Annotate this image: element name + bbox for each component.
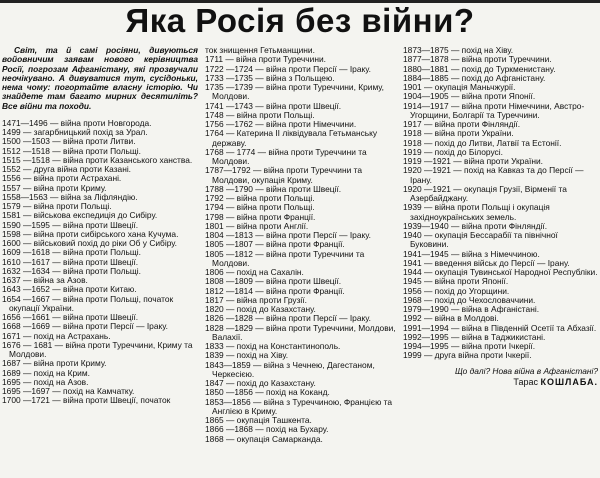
column-2 bbox=[205, 46, 397, 476]
chronology-entry: 1733 —1735 — війна з Польщею. bbox=[205, 72, 335, 83]
chronology-entry: 1866 —1868 — похід на Бухару. bbox=[205, 424, 329, 435]
chronology-entry: ток знищення Гетьманщини. bbox=[205, 46, 315, 55]
chronology-entry: 1687 — війна проти Криму. bbox=[2, 358, 107, 369]
chronology-entry: 1994—1995 — війна проти Ічкерії. bbox=[403, 341, 536, 351]
chronology-entry: 1722 —1724 — війна проти Персії — Іраку. bbox=[205, 63, 371, 74]
chronology-entry: 1711 — війна проти Туреччини. bbox=[205, 54, 326, 65]
chronology-entry: 1992—1995 — війна в Таджикистані. bbox=[403, 331, 546, 342]
chronology-entry: 1833 — похід на Константинополь. bbox=[205, 341, 341, 351]
chronology-entry: 1939—1940 — війна проти Фінляндії. bbox=[403, 220, 548, 231]
chronology-entry: 1656 —1661 — війна проти Швеції. bbox=[2, 312, 139, 322]
chronology-entry: 1515 —1518 — війна проти Казанського ханства. bbox=[2, 154, 193, 165]
chronology-entry: 1787—1792 — війна проти Туреччини та Молдови, окупація Криму. bbox=[205, 165, 362, 185]
chronology-entry: 1865 — окупація Ташкента. bbox=[205, 415, 312, 425]
chronology-entry: 1676 — 1681 — війна проти Туреччини, Криму та Молдови. bbox=[2, 339, 193, 359]
chronology-entry: 1609 —1618 — війна проти Польщі. bbox=[2, 247, 141, 258]
chronology-list-3 bbox=[403, 46, 598, 361]
chronology-entry: 1939 — війна проти Польщі і окупація західноукраїнських земель. bbox=[403, 202, 550, 222]
chronology-entry: 1798 — війна проти Франції. bbox=[205, 211, 316, 222]
chronology-entry: 1512 —1518 — війна проти Польщі. bbox=[2, 145, 141, 156]
author-last-name: КОШЛАБА. bbox=[540, 376, 598, 387]
chronology-entry: 1944 — окупація Тувинської Народної Республіки. bbox=[403, 267, 598, 277]
chronology-entry: 1918 — війна проти України. bbox=[403, 128, 514, 139]
column-1 bbox=[2, 46, 198, 476]
chronology-entry: 1914—1917 — війна проти Німеччини, Австро-Угорщини, Болгарії та Туреччини. bbox=[403, 100, 585, 120]
chronology-entry: 1820 — похід до Казахстану. bbox=[205, 304, 316, 314]
chronology-entry: 1598 — війна проти сибірського хана Кучума. bbox=[2, 228, 179, 239]
chronology-entry: 1919 —1921 — війна проти України. bbox=[403, 156, 543, 166]
chronology-entry: 1654 —1667 — війна проти Польщі, початок окупації України. bbox=[2, 293, 174, 313]
chronology-entry: 1788 —1790 — війна проти Швеції. bbox=[205, 183, 342, 194]
column-3 bbox=[403, 46, 598, 476]
chronology-entry: 1500 —1503 — війна проти Литви. bbox=[2, 136, 136, 147]
chronology-entry: 1792 — війна проти Польщі. bbox=[205, 193, 315, 203]
chronology-entry: 1632 —1634 — війна проти Польщі. bbox=[2, 265, 141, 276]
chronology-entry: 1904—1905 — війна проти Японії. bbox=[403, 91, 536, 102]
chronology-entry: 1610 —1617 — війна проти Швеції. bbox=[2, 256, 139, 267]
chronology-entry: 1557 — війна проти Криму. bbox=[2, 182, 107, 193]
chronology-entry: 1552 — друга війна проти Казані. bbox=[2, 164, 132, 174]
chronology-entry: 1918 — похід до Литви, Латвії та Естонії. bbox=[403, 137, 562, 148]
chronology-entry: 1839 — похід на Хіву. bbox=[205, 350, 289, 361]
chronology-entry: 1901 — окупація Маньчжурії. bbox=[403, 82, 516, 92]
chronology-entry: 1794 — війна проти Польщі. bbox=[205, 202, 315, 213]
chronology-entry: 1817 — війна проти Грузії. bbox=[205, 294, 307, 305]
chronology-entry: 1880—1881 — похід до Туркменистану. bbox=[403, 63, 556, 74]
chronology-entry: 1847 — похід до Казахстану. bbox=[205, 378, 316, 388]
chronology-entry: 1868 — окупація Самарканда. bbox=[205, 433, 323, 444]
chronology-entry: 1741 —1743 — війна проти Швеції. bbox=[205, 100, 342, 111]
chronology-entry: 1689 — похід на Крим. bbox=[2, 367, 90, 378]
chronology-entry: 1556 — війна проти Астрахані. bbox=[2, 173, 122, 184]
chronology-entry: 1600 — військовий похід до ріки Об у Сибіру. bbox=[2, 238, 177, 248]
chronology-entry: 1637 — війна за Азов. bbox=[2, 275, 88, 285]
chronology-entry: 1853—1856 — війна з Туреччиною, Францією та Англією в Криму. bbox=[205, 396, 393, 416]
chronology-entry: 1471—1496 — війна проти Новгорода. bbox=[2, 117, 152, 128]
chronology-entry: 1999 — друга війна проти Ічкерії. bbox=[403, 350, 532, 361]
chronology-entry: 1668 —1669 — війна проти Персії — Іраку. bbox=[2, 321, 168, 332]
chronology-entry: 1850 —1856 — похід на Коканд. bbox=[205, 387, 330, 398]
chronology-entry: 1805 —1807 — війна проти Франції. bbox=[205, 239, 345, 250]
chronology-entry: 1671 — похід на Астрахань. bbox=[2, 330, 111, 341]
chronology-list-2 bbox=[205, 46, 397, 444]
chronology-entry: 1801 — війна проти Англії. bbox=[205, 220, 309, 231]
chronology-entry: 1643 —1652 — війна проти Китаю. bbox=[2, 284, 137, 295]
chronology-entry: 1956 — похід до Угорщини. bbox=[403, 285, 510, 296]
chronology-entry: 1940 — окупація Бессарабії та північної Буковини. bbox=[403, 230, 558, 250]
page-title: Яка Росія без війни? bbox=[125, 2, 475, 39]
chronology-entry: 1941—1945 — війна з Німеччиною. bbox=[403, 248, 540, 259]
chronology-entry: 1804 —1813 — війна проти Персії — Іраку. bbox=[205, 230, 371, 240]
chronology-entry: 1941 — введення військ до Персії — Ірану. bbox=[403, 257, 570, 268]
chronology-entry: 1828 —1829 — війна проти Туреччини, Молдови, Валахії. bbox=[205, 322, 396, 342]
chronology-entry: 1919 — похід до Білорусі. bbox=[403, 146, 503, 157]
chronology-entry: 1826 —1828 — війна проти Персії — Іраку. bbox=[205, 313, 371, 324]
chronology-entry: 1748 — війна проти Польщі. bbox=[205, 109, 315, 120]
chronology-entry: 1920 —1921 — похід на Кавказ та до Персії — Ірану. bbox=[403, 165, 584, 185]
chronology-entry: 1590 —1595 — війна проти Швеції. bbox=[2, 219, 139, 230]
chronology-entry: 1808 —1809 — війна проти Швеції. bbox=[205, 276, 342, 287]
chronology-entry: 1764 — Катерина II ліквідувала Гетьманську державу. bbox=[205, 128, 378, 148]
chronology-entry: 1558—1563 — війна за Ліфляндію. bbox=[2, 191, 138, 202]
chronology-entry: 1812 —1814 — війна проти Франції. bbox=[205, 285, 345, 296]
chronology-entry: 1884—1885 — похід до Афганістану. bbox=[403, 72, 546, 83]
chronology-entry: 1843—1859 — війна з Чечнею, Дагестаном, Черкесією. bbox=[205, 359, 375, 379]
chronology-entry: 1700 —1721 — війна проти Швеції, початок bbox=[2, 395, 171, 406]
chronology-list-1 bbox=[2, 119, 198, 406]
author-signature bbox=[403, 378, 598, 387]
chronology-entry: 1920 —1921 — окупація Грузії, Вірменії та Азербайджану. bbox=[403, 183, 567, 203]
chronology-entry: 1695 — похід на Азов. bbox=[2, 376, 89, 387]
chronology-entry: 1768 — 1774 — війна проти Туреччини та Молдови. bbox=[205, 146, 367, 166]
chronology-entry: 1873—1875 — похід на Хіву. bbox=[403, 46, 514, 55]
chronology-entry: 1979—1990 — війна в Афганістані. bbox=[403, 304, 540, 314]
chronology-entry: 1581 — військова експедиція до Сибіру. bbox=[2, 210, 158, 221]
chronology-entry: 1735 —1739 — війна проти Туреччини, Криму, Молдови. bbox=[205, 82, 384, 102]
chronology-entry: 1756 —1762 — війна проти Німеччини. bbox=[205, 119, 357, 129]
intro-paragraph: Світ, та й самі росіяни, дивуються войовничим заявам нового керівництва Росії, погрозам Афганістану, які прозвучали неочікувано. А дивуватися тут, сусідоньки, нема чому: погортайте власну історію. Чи знайдете там багато мирних десятиліть? Все війни та походи. bbox=[2, 46, 198, 111]
chronology-entry: 1695 —1697 — похід на Камчатку. bbox=[2, 386, 135, 396]
chronology-entry: 1945 — війна проти Японії. bbox=[403, 276, 509, 287]
chronology-entry: 1968 — похід до Чехословаччини. bbox=[403, 294, 536, 305]
author-first-name: Тарас bbox=[513, 376, 538, 387]
chronology-entry: 1579 — війна проти Польщі. bbox=[2, 201, 112, 211]
closing-question: Що далі? Нова війна в Афганістані? bbox=[454, 365, 598, 376]
chronology-entry: 1917 — війна проти Фінляндії. bbox=[403, 119, 521, 129]
chronology-entry: 1805 —1812 — війна проти Туреччини та Молдови. bbox=[205, 248, 365, 268]
chronology-entry: 1991—1994 — війна в Південній Осетії та Абхазії. bbox=[403, 322, 597, 333]
chronology-entry: 1992 — війна в Молдові. bbox=[403, 313, 499, 324]
chronology-entry: 1877—1878 — війна проти Туреччини. bbox=[403, 54, 552, 65]
chronology-entry: 1499 — загарбницький похід за Урал. bbox=[2, 127, 148, 137]
chronology-entry: 1806 — похід на Сахалін. bbox=[205, 267, 304, 277]
